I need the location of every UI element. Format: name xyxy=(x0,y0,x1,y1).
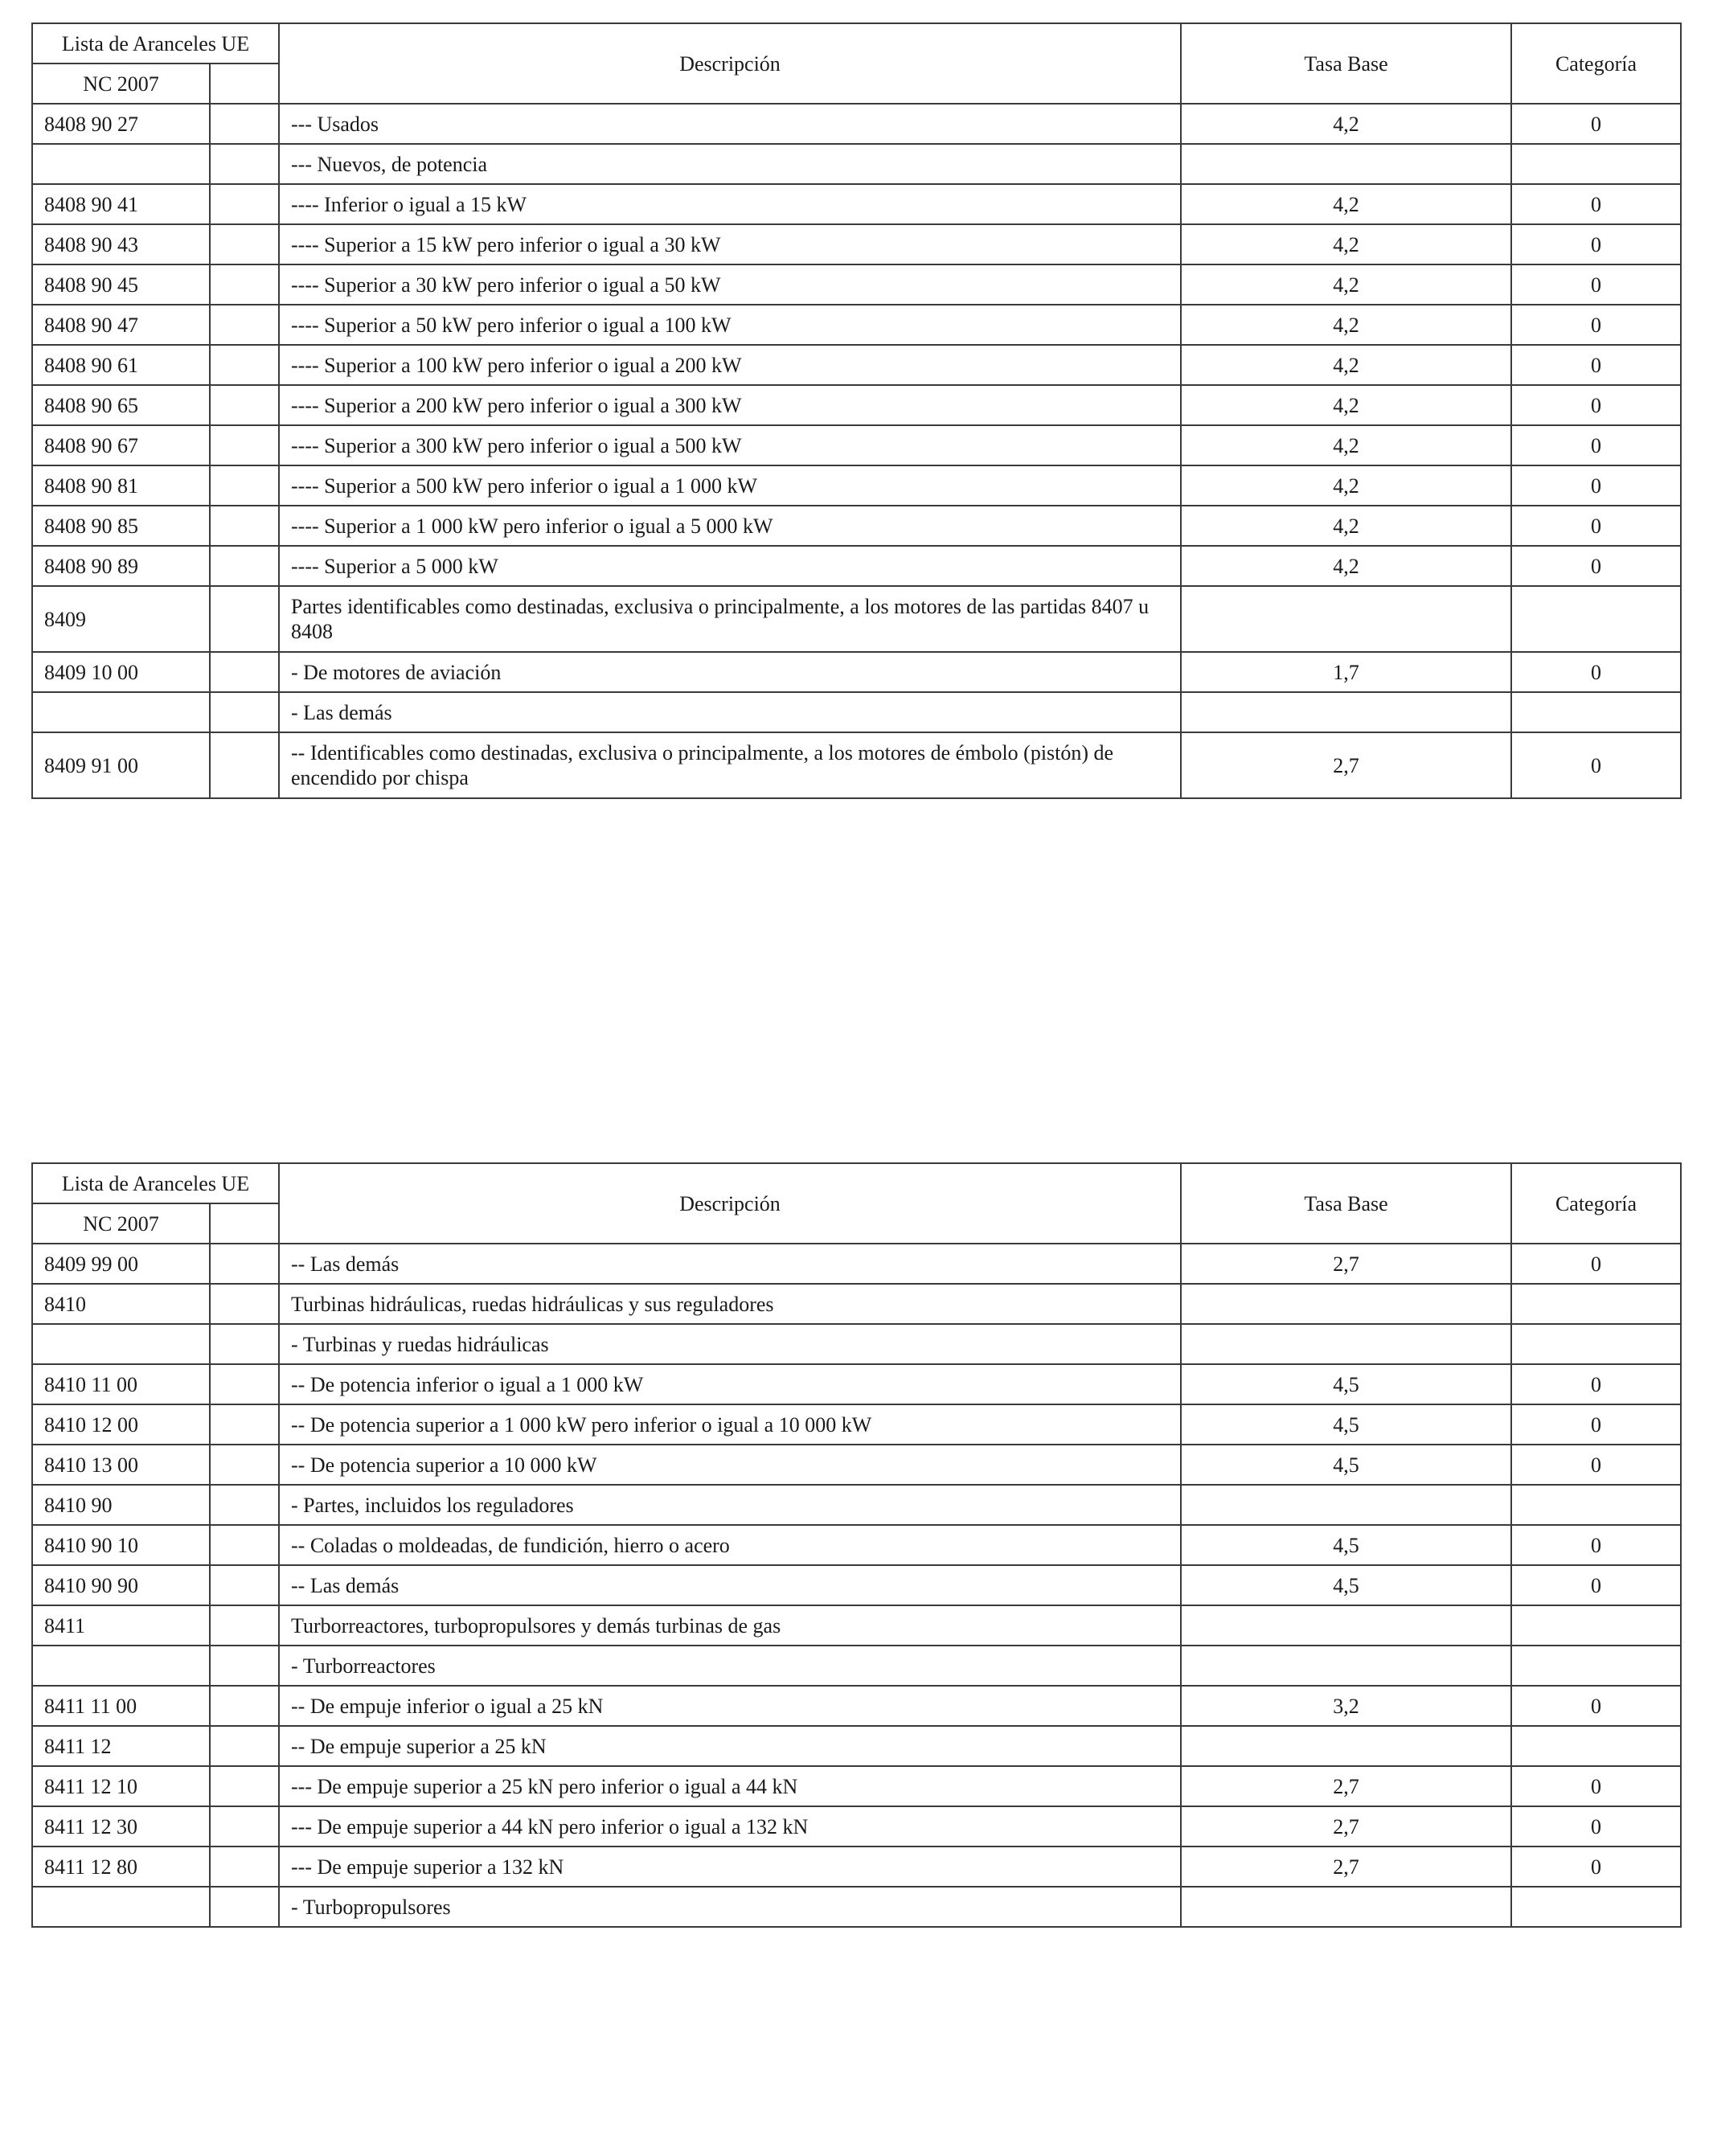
nc-code-cell: 8410 13 00 xyxy=(32,1445,210,1485)
category-cell: 0 xyxy=(1511,1565,1681,1605)
description-cell: -- De empuje inferior o igual a 25 kN xyxy=(279,1686,1181,1726)
tariff-table-1 xyxy=(31,23,1682,799)
description-cell: --- De empuje superior a 44 kN pero inferior o igual a 132 kN xyxy=(279,1806,1181,1847)
description-cell: ---- Superior a 1 000 kW pero inferior o igual a 5 000 kW xyxy=(279,506,1181,546)
description-cell: --- Nuevos, de potencia xyxy=(279,144,1181,184)
nc-code-cell xyxy=(32,1324,210,1364)
description-cell: - Turbopropulsores xyxy=(279,1887,1181,1927)
nc-code-cell xyxy=(32,1887,210,1927)
description-cell: -- Las demás xyxy=(279,1565,1181,1605)
base-rate-cell xyxy=(1181,144,1511,184)
description-cell: ---- Superior a 50 kW pero inferior o igual a 100 kW xyxy=(279,305,1181,345)
nc-code-cell: 8408 90 43 xyxy=(32,224,210,264)
table-row xyxy=(32,1686,1681,1726)
table-row xyxy=(32,586,1681,652)
nc-code-cell: 8410 90 xyxy=(32,1485,210,1525)
table-row xyxy=(32,1726,1681,1766)
spacer-cell xyxy=(210,1284,279,1324)
description-cell: ---- Superior a 500 kW pero inferior o igual a 1 000 kW xyxy=(279,465,1181,506)
header-descripcion: Descripción xyxy=(279,23,1181,104)
category-cell xyxy=(1511,1605,1681,1646)
spacer-cell xyxy=(210,1887,279,1927)
category-cell: 0 xyxy=(1511,1244,1681,1284)
header-descripcion: Descripción xyxy=(279,1163,1181,1244)
nc-code-cell: 8409 91 00 xyxy=(32,732,210,798)
nc-code-cell xyxy=(32,144,210,184)
table-row xyxy=(32,1525,1681,1565)
category-cell: 0 xyxy=(1511,184,1681,224)
table-row xyxy=(32,1847,1681,1887)
base-rate-cell: 3,2 xyxy=(1181,1686,1511,1726)
spacer-cell xyxy=(210,586,279,652)
spacer-cell xyxy=(210,1646,279,1686)
table-row xyxy=(32,465,1681,506)
nc-code-cell: 8408 90 85 xyxy=(32,506,210,546)
base-rate-cell: 4,2 xyxy=(1181,345,1511,385)
category-cell: 0 xyxy=(1511,104,1681,144)
spacer-cell xyxy=(210,1445,279,1485)
category-cell: 0 xyxy=(1511,345,1681,385)
table-row xyxy=(32,1364,1681,1404)
base-rate-cell xyxy=(1181,692,1511,732)
description-cell: ---- Superior a 300 kW pero inferior o igual a 500 kW xyxy=(279,425,1181,465)
category-cell: 0 xyxy=(1511,732,1681,798)
description-cell: Turborreactores, turbopropulsores y demás turbinas de gas xyxy=(279,1605,1181,1646)
description-cell: ---- Superior a 30 kW pero inferior o igual a 50 kW xyxy=(279,264,1181,305)
spacer-cell xyxy=(210,546,279,586)
category-cell: 0 xyxy=(1511,1445,1681,1485)
table-row xyxy=(32,546,1681,586)
nc-code-cell: 8408 90 81 xyxy=(32,465,210,506)
category-cell xyxy=(1511,1324,1681,1364)
nc-code-cell: 8411 12 30 xyxy=(32,1806,210,1847)
spacer-cell xyxy=(210,345,279,385)
description-cell: Partes identificables como destinadas, exclusiva o principalmente, a los motores de las partidas 8407 u 8408 xyxy=(279,586,1181,652)
description-cell: - Turborreactores xyxy=(279,1646,1181,1686)
spacer-cell xyxy=(210,1404,279,1445)
base-rate-cell: 4,2 xyxy=(1181,224,1511,264)
description-cell: -- Coladas o moldeadas, de fundición, hierro o acero xyxy=(279,1525,1181,1565)
nc-code-cell: 8409 xyxy=(32,586,210,652)
category-cell: 0 xyxy=(1511,1404,1681,1445)
category-cell xyxy=(1511,1485,1681,1525)
category-cell: 0 xyxy=(1511,1364,1681,1404)
base-rate-cell: 4,5 xyxy=(1181,1565,1511,1605)
spacer-cell xyxy=(210,692,279,732)
spacer-cell xyxy=(210,224,279,264)
table-row xyxy=(32,104,1681,144)
table-row xyxy=(32,345,1681,385)
description-cell: -- De potencia superior a 10 000 kW xyxy=(279,1445,1181,1485)
base-rate-cell: 4,2 xyxy=(1181,264,1511,305)
description-cell: - Partes, incluidos los reguladores xyxy=(279,1485,1181,1525)
spacer-cell xyxy=(210,1766,279,1806)
base-rate-cell: 4,2 xyxy=(1181,425,1511,465)
base-rate-cell xyxy=(1181,1726,1511,1766)
table-row xyxy=(32,385,1681,425)
base-rate-cell: 4,2 xyxy=(1181,465,1511,506)
nc-code-cell: 8411 12 xyxy=(32,1726,210,1766)
table-row xyxy=(32,692,1681,732)
base-rate-cell xyxy=(1181,1646,1511,1686)
table-row xyxy=(32,264,1681,305)
description-cell: - De motores de aviación xyxy=(279,652,1181,692)
header-tasa-base: Tasa Base xyxy=(1181,1163,1511,1244)
description-cell: -- De potencia inferior o igual a 1 000 kW xyxy=(279,1364,1181,1404)
spacer-cell xyxy=(210,1324,279,1364)
table-row xyxy=(32,1806,1681,1847)
nc-code-cell: 8411 xyxy=(32,1605,210,1646)
description-cell: ---- Superior a 5 000 kW xyxy=(279,546,1181,586)
nc-code-cell: 8408 90 67 xyxy=(32,425,210,465)
spacer-cell xyxy=(210,305,279,345)
base-rate-cell: 4,2 xyxy=(1181,184,1511,224)
nc-code-cell: 8408 90 65 xyxy=(32,385,210,425)
spacer-cell xyxy=(210,425,279,465)
spacer-cell xyxy=(210,385,279,425)
nc-code-cell: 8410 90 10 xyxy=(32,1525,210,1565)
category-cell: 0 xyxy=(1511,264,1681,305)
nc-code-cell: 8410 11 00 xyxy=(32,1364,210,1404)
base-rate-cell: 4,5 xyxy=(1181,1404,1511,1445)
nc-code-cell: 8408 90 61 xyxy=(32,345,210,385)
category-cell: 0 xyxy=(1511,465,1681,506)
base-rate-cell xyxy=(1181,1324,1511,1364)
header-blank xyxy=(210,64,279,104)
spacer-cell xyxy=(210,184,279,224)
header-categoria: Categoría xyxy=(1511,1163,1681,1244)
spacer-cell xyxy=(210,1726,279,1766)
description-cell: --- De empuje superior a 25 kN pero inferior o igual a 44 kN xyxy=(279,1766,1181,1806)
spacer-cell xyxy=(210,1244,279,1284)
category-cell: 0 xyxy=(1511,1525,1681,1565)
table-row xyxy=(32,1565,1681,1605)
nc-code-cell: 8410 12 00 xyxy=(32,1404,210,1445)
spacer-cell xyxy=(210,1565,279,1605)
table-row xyxy=(32,506,1681,546)
description-cell: -- De potencia superior a 1 000 kW pero inferior o igual a 10 000 kW xyxy=(279,1404,1181,1445)
base-rate-cell: 4,2 xyxy=(1181,546,1511,586)
table-row xyxy=(32,1485,1681,1525)
category-cell: 0 xyxy=(1511,1806,1681,1847)
base-rate-cell: 2,7 xyxy=(1181,1244,1511,1284)
description-cell: ---- Inferior o igual a 15 kW xyxy=(279,184,1181,224)
table-row xyxy=(32,1244,1681,1284)
spacer-cell xyxy=(210,144,279,184)
base-rate-cell xyxy=(1181,1887,1511,1927)
spacer-cell xyxy=(210,1605,279,1646)
category-cell: 0 xyxy=(1511,224,1681,264)
base-rate-cell: 4,2 xyxy=(1181,506,1511,546)
category-cell: 0 xyxy=(1511,1686,1681,1726)
base-rate-cell xyxy=(1181,1485,1511,1525)
spacer-cell xyxy=(210,1847,279,1887)
table-row xyxy=(32,1284,1681,1324)
header-lista: Lista de Aranceles UE xyxy=(32,23,279,64)
description-cell: ---- Superior a 15 kW pero inferior o igual a 30 kW xyxy=(279,224,1181,264)
category-cell xyxy=(1511,586,1681,652)
spacer-cell xyxy=(210,1686,279,1726)
category-cell xyxy=(1511,144,1681,184)
header-blank xyxy=(210,1203,279,1244)
nc-code-cell: 8408 90 47 xyxy=(32,305,210,345)
spacer-cell xyxy=(210,732,279,798)
nc-code-cell: 8409 10 00 xyxy=(32,652,210,692)
base-rate-cell xyxy=(1181,1284,1511,1324)
category-cell: 0 xyxy=(1511,1847,1681,1887)
nc-code-cell: 8409 99 00 xyxy=(32,1244,210,1284)
table-row xyxy=(32,1404,1681,1445)
description-cell: --- Usados xyxy=(279,104,1181,144)
table-row xyxy=(32,1605,1681,1646)
nc-code-cell: 8410 90 90 xyxy=(32,1565,210,1605)
nc-code-cell: 8410 xyxy=(32,1284,210,1324)
table-row xyxy=(32,305,1681,345)
table-row xyxy=(32,224,1681,264)
spacer-cell xyxy=(210,1364,279,1404)
spacer-cell xyxy=(210,506,279,546)
header-nc: NC 2007 xyxy=(32,64,210,104)
table-row xyxy=(32,732,1681,798)
nc-code-cell: 8408 90 89 xyxy=(32,546,210,586)
description-cell: - Turbinas y ruedas hidráulicas xyxy=(279,1324,1181,1364)
base-rate-cell: 2,7 xyxy=(1181,1806,1511,1847)
nc-code-cell: 8408 90 27 xyxy=(32,104,210,144)
spacer-cell xyxy=(210,1525,279,1565)
spacer-cell xyxy=(210,1806,279,1847)
nc-code-cell xyxy=(32,692,210,732)
category-cell xyxy=(1511,1726,1681,1766)
base-rate-cell: 4,5 xyxy=(1181,1445,1511,1485)
table-row xyxy=(32,425,1681,465)
description-cell: -- De empuje superior a 25 kN xyxy=(279,1726,1181,1766)
category-cell: 0 xyxy=(1511,305,1681,345)
table-row xyxy=(32,1445,1681,1485)
header-tasa-base: Tasa Base xyxy=(1181,23,1511,104)
spacer-cell xyxy=(210,652,279,692)
description-cell: --- De empuje superior a 132 kN xyxy=(279,1847,1181,1887)
base-rate-cell: 2,7 xyxy=(1181,1847,1511,1887)
spacer-cell xyxy=(210,104,279,144)
description-cell: ---- Superior a 100 kW pero inferior o igual a 200 kW xyxy=(279,345,1181,385)
tariff-table-2 xyxy=(31,1162,1682,1928)
base-rate-cell xyxy=(1181,586,1511,652)
header-categoria: Categoría xyxy=(1511,23,1681,104)
category-cell: 0 xyxy=(1511,425,1681,465)
base-rate-cell: 1,7 xyxy=(1181,652,1511,692)
category-cell: 0 xyxy=(1511,546,1681,586)
category-cell xyxy=(1511,692,1681,732)
description-cell: Turbinas hidráulicas, ruedas hidráulicas y sus reguladores xyxy=(279,1284,1181,1324)
nc-code-cell xyxy=(32,1646,210,1686)
table-row xyxy=(32,184,1681,224)
base-rate-cell: 2,7 xyxy=(1181,1766,1511,1806)
category-cell: 0 xyxy=(1511,1766,1681,1806)
nc-code-cell: 8411 12 80 xyxy=(32,1847,210,1887)
nc-code-cell: 8411 12 10 xyxy=(32,1766,210,1806)
description-cell: -- Las demás xyxy=(279,1244,1181,1284)
table-row xyxy=(32,1324,1681,1364)
nc-code-cell: 8408 90 41 xyxy=(32,184,210,224)
nc-code-cell: 8408 90 45 xyxy=(32,264,210,305)
spacer-cell xyxy=(210,465,279,506)
description-cell: ---- Superior a 200 kW pero inferior o igual a 300 kW xyxy=(279,385,1181,425)
base-rate-cell: 4,2 xyxy=(1181,385,1511,425)
table-row xyxy=(32,144,1681,184)
category-cell xyxy=(1511,1284,1681,1324)
table-row xyxy=(32,652,1681,692)
base-rate-cell: 2,7 xyxy=(1181,732,1511,798)
table-row xyxy=(32,1646,1681,1686)
spacer-cell xyxy=(210,1485,279,1525)
base-rate-cell: 4,2 xyxy=(1181,305,1511,345)
base-rate-cell xyxy=(1181,1605,1511,1646)
category-cell xyxy=(1511,1887,1681,1927)
header-nc: NC 2007 xyxy=(32,1203,210,1244)
description-cell: - Las demás xyxy=(279,692,1181,732)
category-cell: 0 xyxy=(1511,506,1681,546)
base-rate-cell: 4,2 xyxy=(1181,104,1511,144)
description-cell: -- Identificables como destinadas, exclusiva o principalmente, a los motores de émbolo (pistón) de encendido por chispa xyxy=(279,732,1181,798)
table-row xyxy=(32,1766,1681,1806)
base-rate-cell: 4,5 xyxy=(1181,1364,1511,1404)
category-cell xyxy=(1511,1646,1681,1686)
category-cell: 0 xyxy=(1511,385,1681,425)
base-rate-cell: 4,5 xyxy=(1181,1525,1511,1565)
header-lista: Lista de Aranceles UE xyxy=(32,1163,279,1203)
nc-code-cell: 8411 11 00 xyxy=(32,1686,210,1726)
spacer-cell xyxy=(210,264,279,305)
category-cell: 0 xyxy=(1511,652,1681,692)
table-row xyxy=(32,1887,1681,1927)
